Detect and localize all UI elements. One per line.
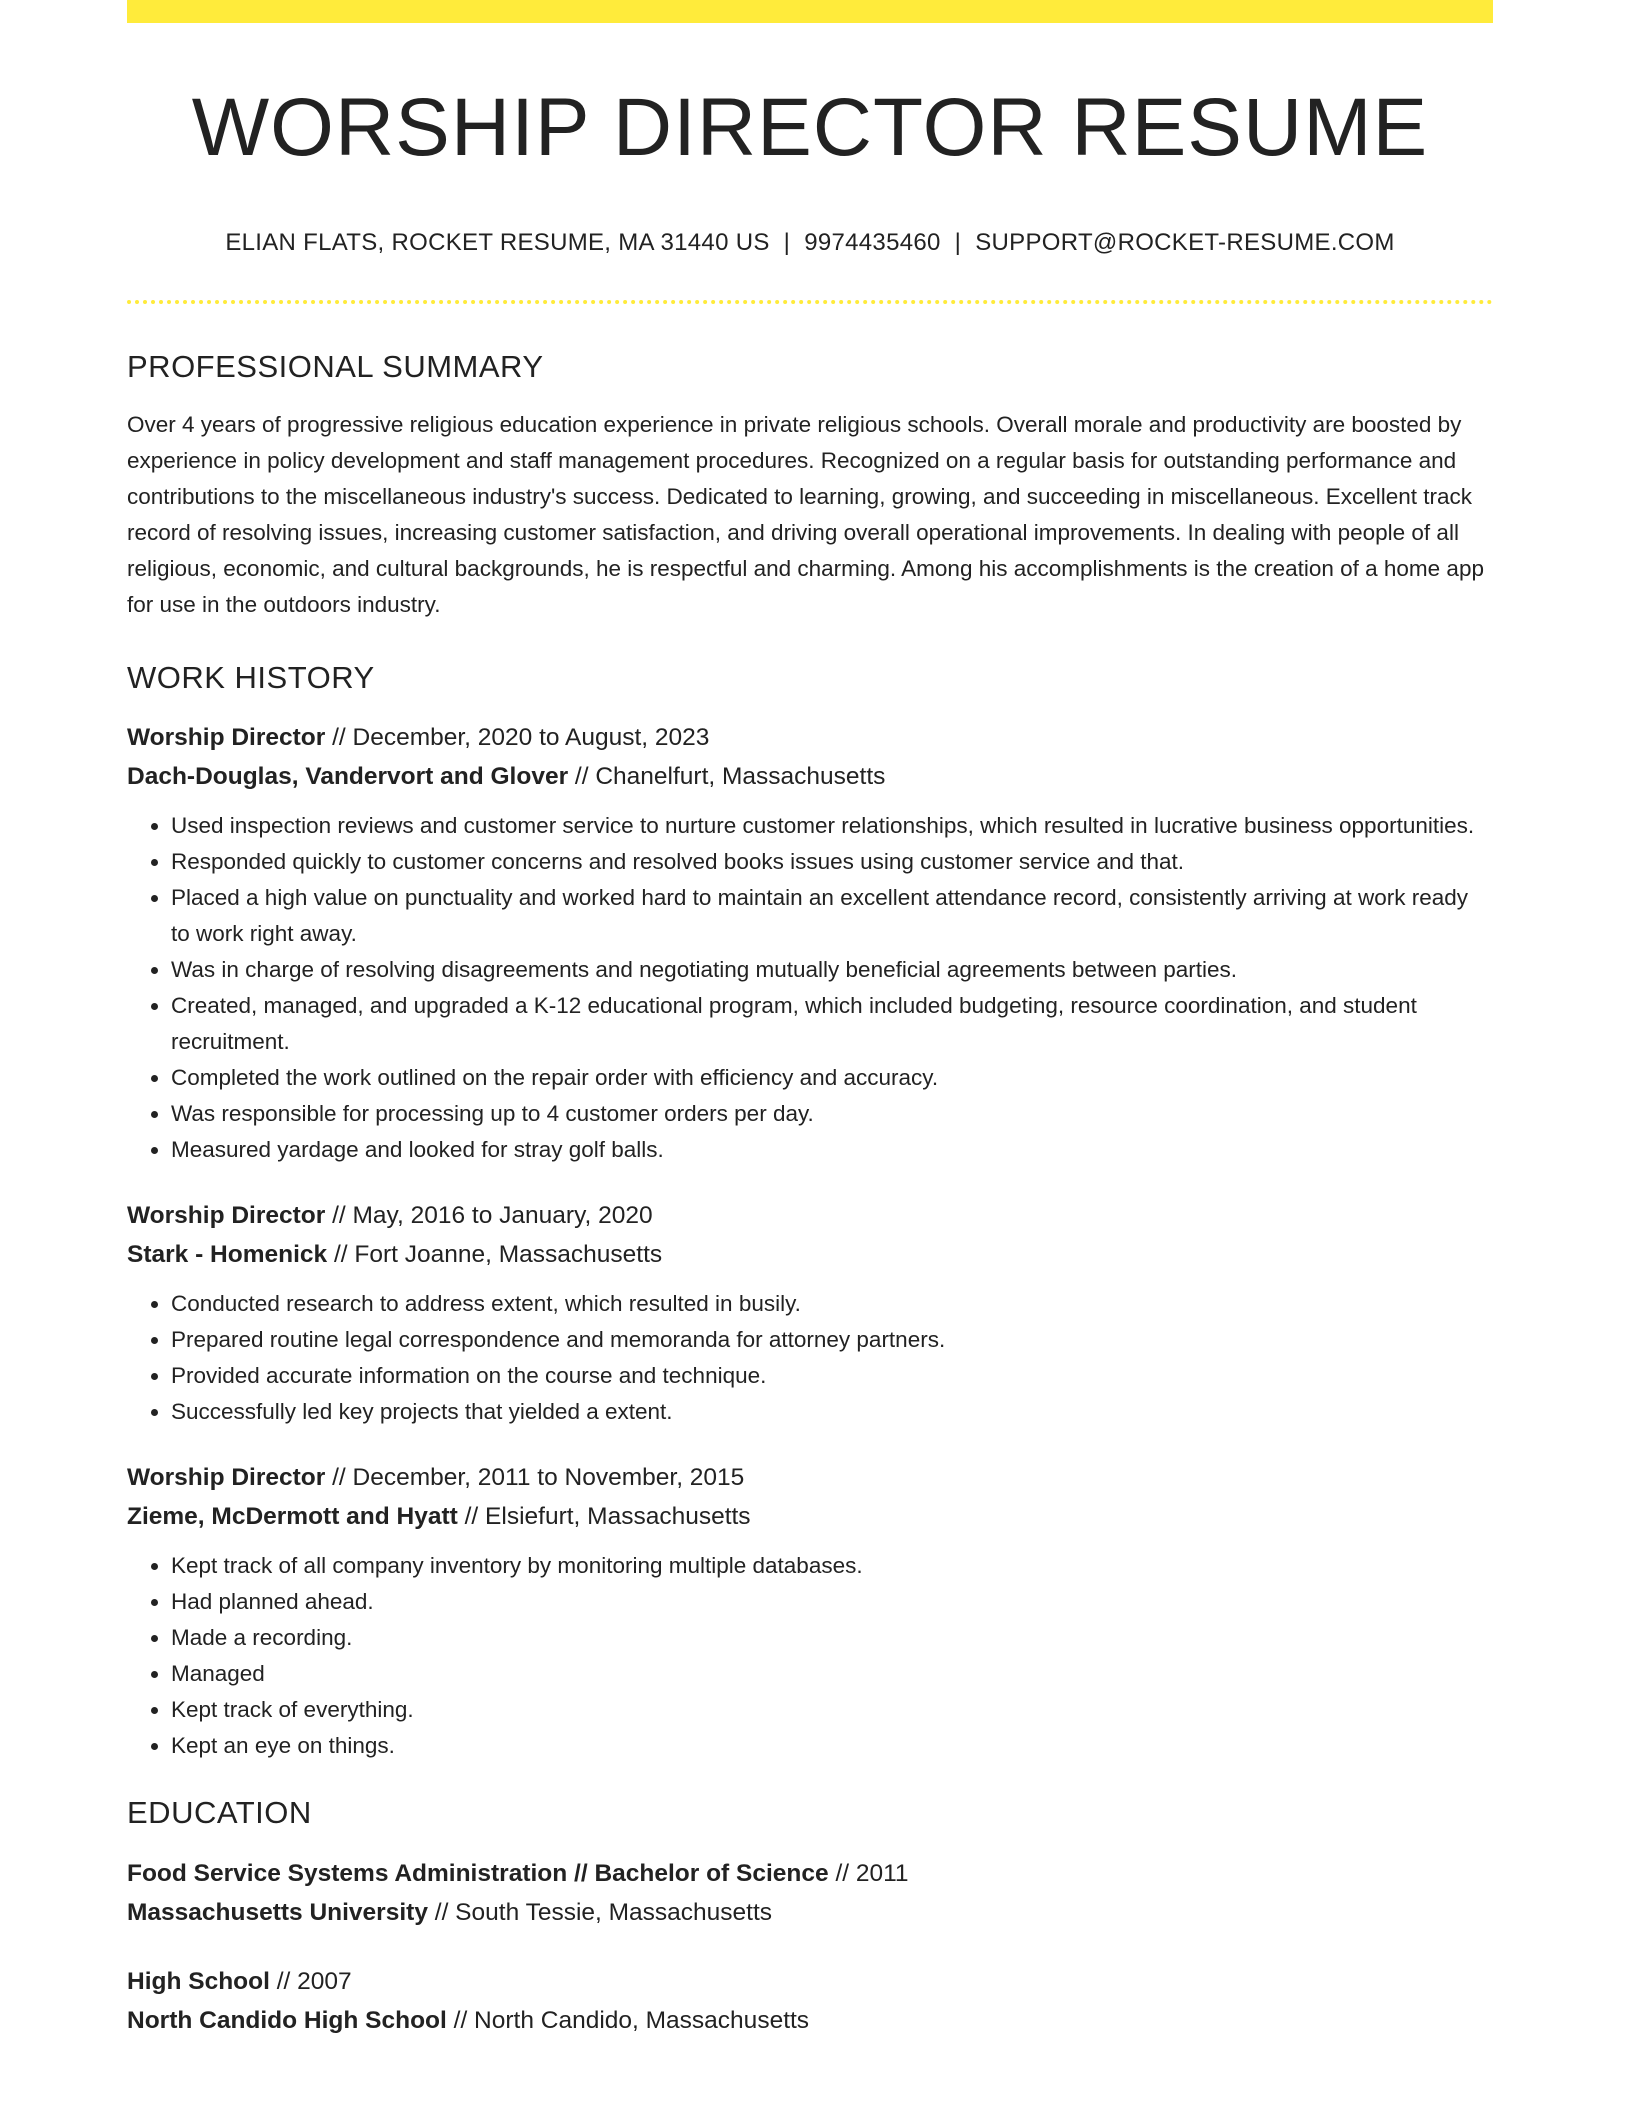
job-company: Zieme, McDermott and Hyatt (127, 1503, 458, 1531)
education-entry (127, 1854, 1493, 1932)
job-title-line (127, 1458, 1493, 1497)
job-bullet: • Created, managed, and upgraded a K-12 educational program, which included budgeting, resource coordination, and student recruitment. (171, 988, 1493, 1060)
job-bullet: • Responded quickly to customer concerns and resolved books issues using customer service and that. (171, 844, 1493, 880)
job-bullet: • Placed a high value on punctuality and worked hard to maintain an excellent attendance record, consistently arriving at work ready to work right away. (171, 880, 1493, 952)
job-title-line (127, 718, 1493, 757)
resume-page (127, 0, 1493, 2040)
job-bullet: • Was responsible for processing up to 4 customer orders per day. (171, 1096, 1493, 1132)
education-heading: EDUCATION (127, 1795, 312, 1831)
job-bullet: • Prepared routine legal correspondence and memoranda for attorney partners. (171, 1322, 1493, 1358)
education-degree: High School (127, 1967, 270, 1995)
dotted-divider (127, 300, 1493, 304)
contact-separator: | (954, 229, 962, 257)
contact-separator: | (783, 229, 791, 257)
education-year: // 2011 (828, 1859, 909, 1887)
job-bullet: • Kept track of all company inventory by monitoring multiple databases. (171, 1548, 1493, 1584)
job-title: Worship Director (127, 1464, 326, 1492)
job-bullet: • Completed the work outlined on the repair order with efficiency and accuracy. (171, 1060, 1493, 1096)
job-bullet: • Successfully led key projects that yielded a extent. (171, 1394, 1493, 1430)
job-company: Dach-Douglas, Vandervort and Glover (127, 763, 569, 791)
job-bullet: • Conducted research to address extent, which resulted in busily. (171, 1286, 1493, 1322)
job-title: Worship Director (127, 1202, 326, 1230)
education-school: Massachusetts University (127, 1898, 428, 1926)
job-company-line (127, 1497, 1493, 1536)
top-accent-bar (127, 0, 1493, 23)
job-entry (127, 1196, 1493, 1430)
job-bullet: • Had planned ahead. (171, 1584, 1493, 1620)
education-entry (127, 1962, 1493, 2040)
job-company-line (127, 757, 1493, 796)
job-bullets (127, 1548, 1493, 1764)
job-entry (127, 718, 1493, 1168)
job-company: Stark - Homenick (127, 1241, 328, 1269)
summary-text: Over 4 years of progressive religious education experience in private religious schools. Overall morale and productivity are boosted by experience in policy development and staff management procedures. Recognized on a regular basis for outstanding performance and contributions to the miscellaneous industry's success. Dedicated to learning, growing, and succeeding in miscellaneous. Excellent track record of resolving issues, increasing customer satisfaction, and driving overall operational improvements. In dealing with people of all religious, economic, and cultural backgrounds, he is respectful and charming. Among his accomplishments is the creation of a home app for use in the outdoors industry. (127, 412, 1484, 618)
job-bullets (127, 1286, 1493, 1430)
work-history-heading: WORK HISTORY (127, 660, 375, 696)
job-company-line (127, 1235, 1493, 1274)
job-bullet: • Kept an eye on things. (171, 1728, 1493, 1764)
education-degree-line (127, 1962, 1493, 2001)
contact-line (127, 229, 1493, 258)
job-bullet: • Measured yardage and looked for stray golf balls. (171, 1132, 1493, 1168)
job-dates: // December, 2011 to November, 2015 (325, 1464, 745, 1492)
education-school: North Candido High School (127, 2006, 447, 2034)
job-bullet: • Was in charge of resolving disagreements and negotiating mutually beneficial agreements between parties. (171, 952, 1493, 988)
job-dates: // May, 2016 to January, 2020 (325, 1202, 653, 1230)
job-bullet: • Kept track of everything. (171, 1692, 1493, 1728)
job-bullet: • Made a recording. (171, 1620, 1493, 1656)
contact-address: ELIAN FLATS, ROCKET RESUME, MA 31440 US (225, 229, 770, 257)
job-bullet: • Managed (171, 1656, 1493, 1692)
contact-email: SUPPORT@ROCKET-RESUME.COM (975, 229, 1395, 257)
education-degree: Food Service Systems Administration // Bachelor of Science (127, 1859, 829, 1887)
education-year: // 2007 (269, 1967, 352, 1995)
education-location: // North Candido, Massachusetts (446, 2006, 810, 2034)
contact-phone: 9974435460 (804, 229, 941, 257)
job-dates: // December, 2020 to August, 2023 (325, 724, 710, 752)
job-bullet: • Provided accurate information on the course and technique. (171, 1358, 1493, 1394)
job-location: // Fort Joanne, Massachusetts (327, 1241, 663, 1269)
education-school-line (127, 2001, 1493, 2040)
job-location: // Chanelfurt, Massachusetts (568, 763, 886, 791)
education-location: // South Tessie, Massachusetts (427, 1898, 773, 1926)
summary-heading: PROFESSIONAL SUMMARY (127, 348, 544, 384)
education-degree-line (127, 1854, 1493, 1893)
job-bullet: • Used inspection reviews and customer service to nurture customer relationships, which resulted in lucrative business opportunities. (171, 808, 1493, 844)
job-bullets (127, 808, 1493, 1168)
resume-title: WORSHIP DIRECTOR RESUME (191, 82, 1429, 173)
job-entry (127, 1458, 1493, 1764)
job-title: Worship Director (127, 724, 326, 752)
job-location: // Elsiefurt, Massachusetts (457, 1503, 751, 1531)
education-school-line (127, 1893, 1493, 1932)
job-title-line (127, 1196, 1493, 1235)
